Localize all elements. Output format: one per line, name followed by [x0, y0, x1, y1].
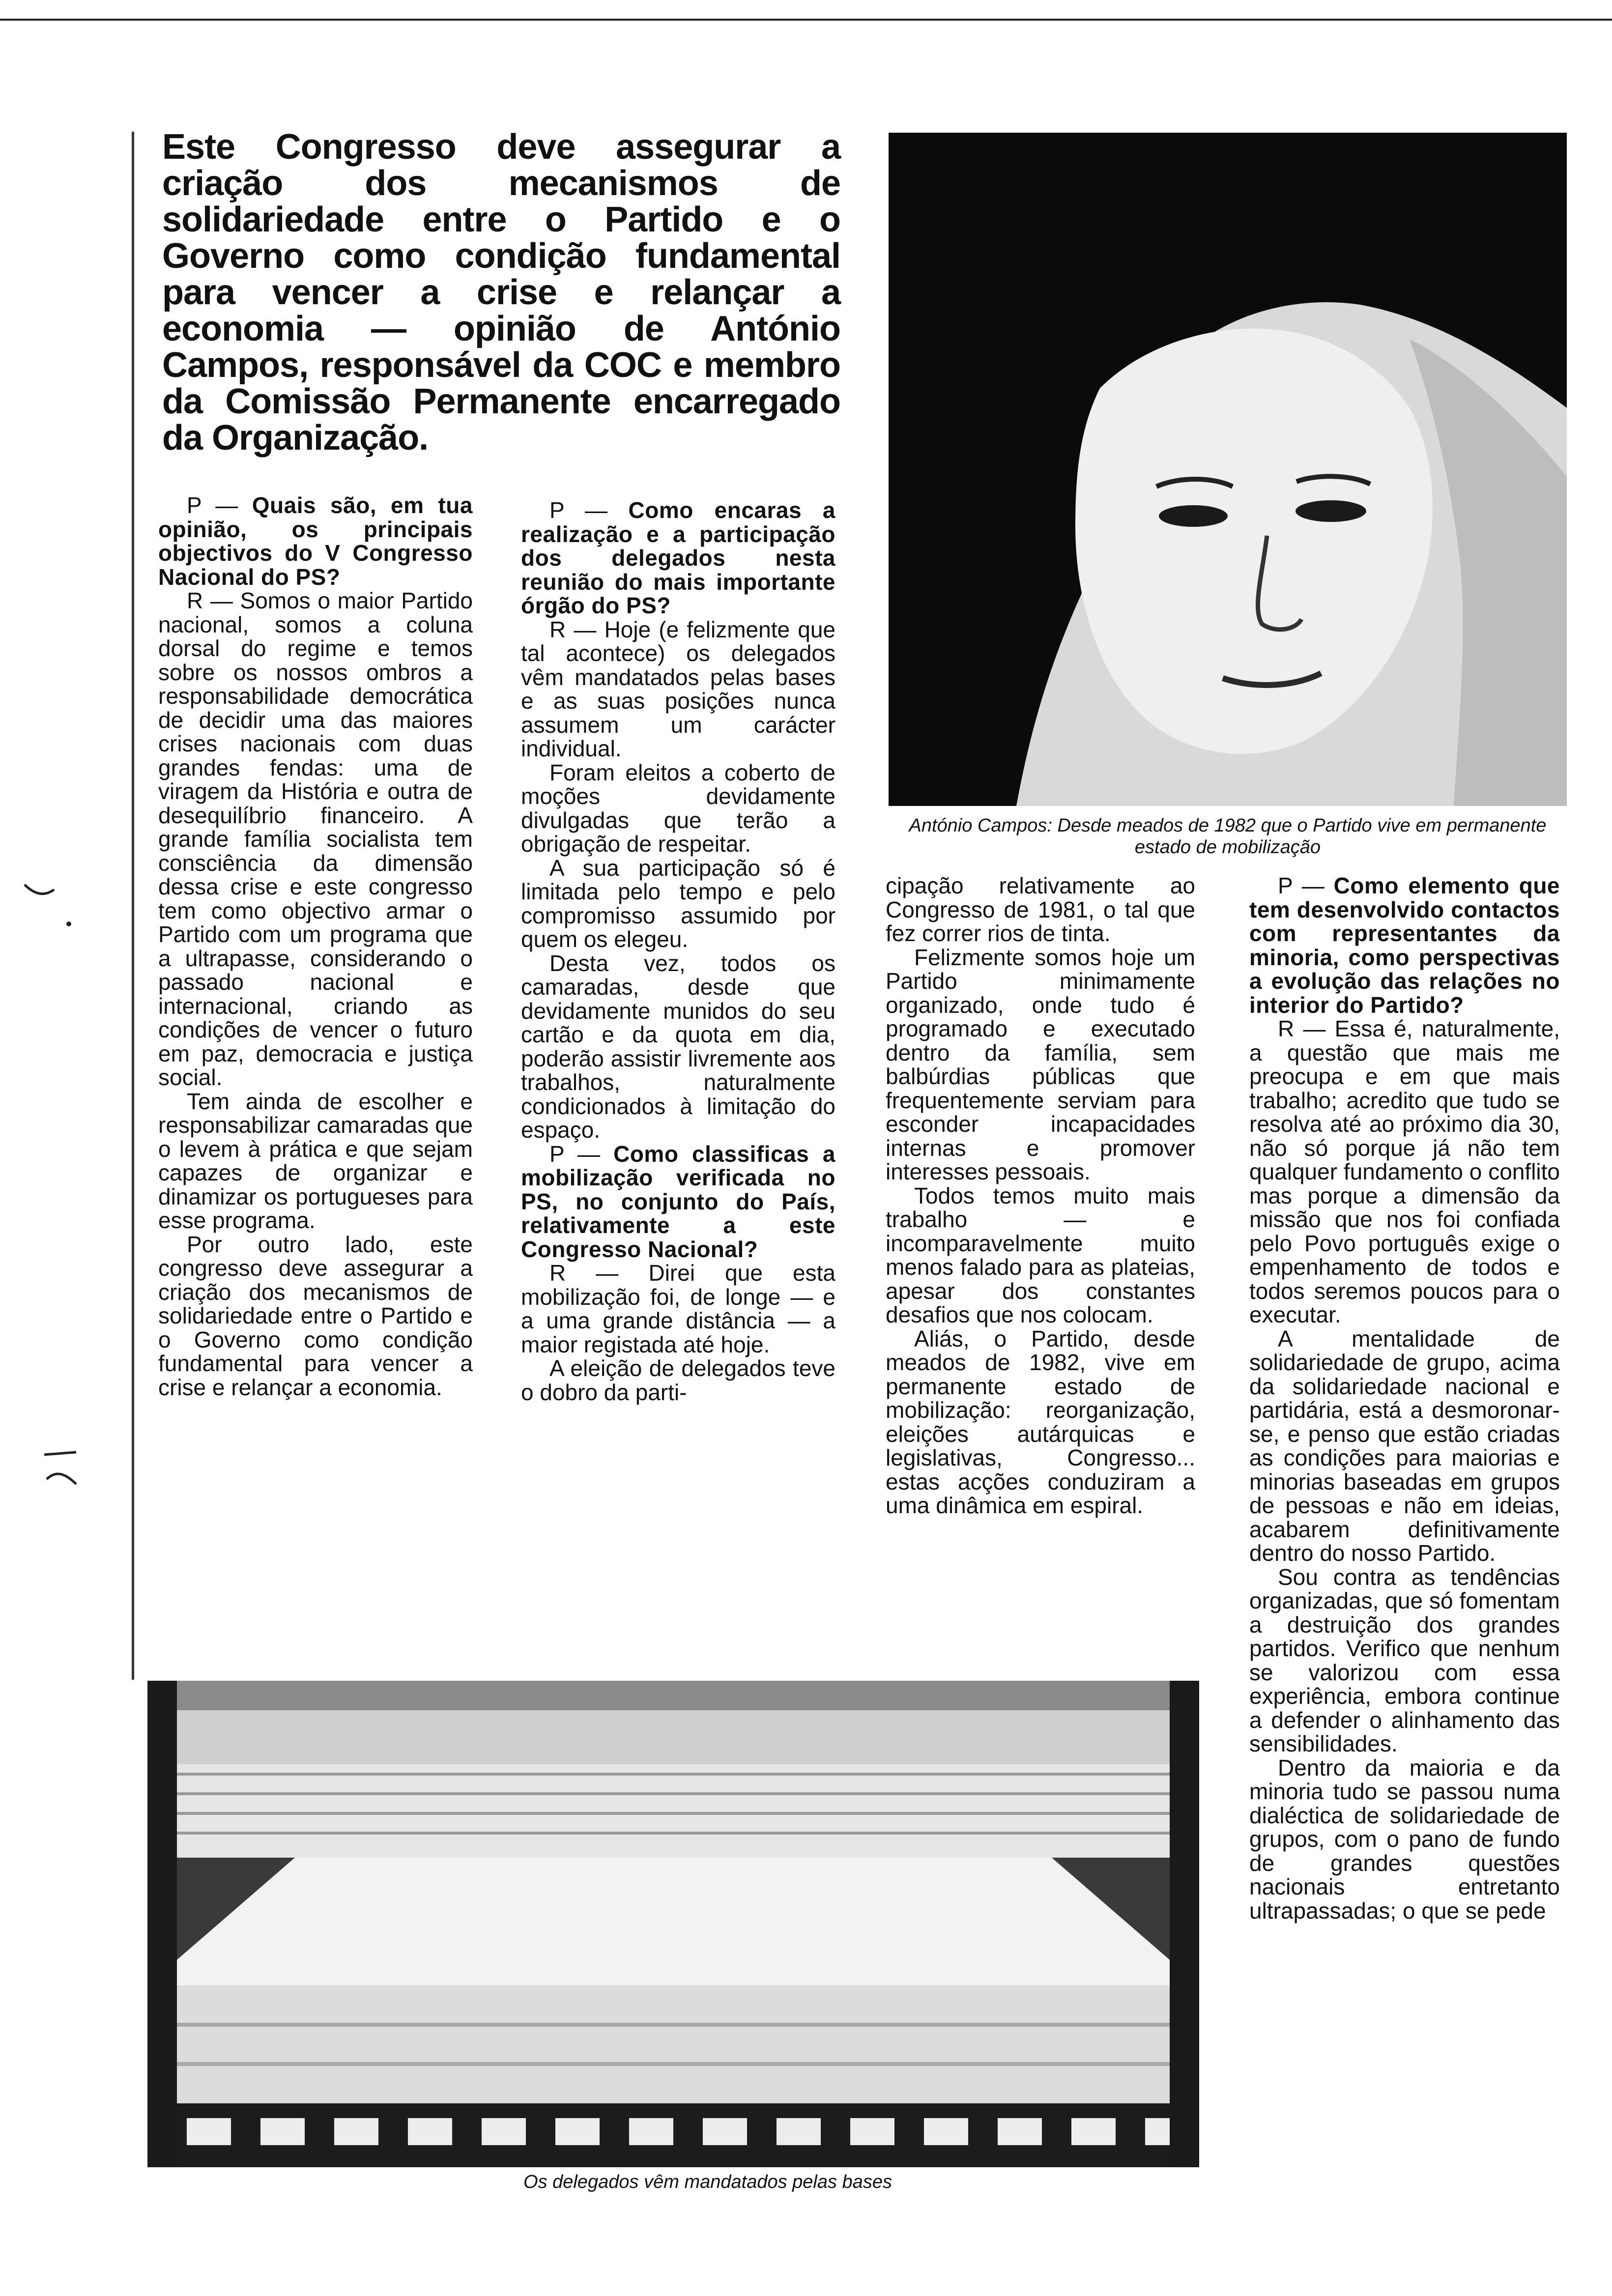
question-paragraph	[521, 1142, 835, 1262]
body-paragraph: Sou contra as tendências organizadas, que só fomentam a destruição dos grandes partidos. Verifico que nenhum se valorizou com essa experiência, embora continue a defender o alinhamento das sensibilidades.	[1249, 1564, 1560, 1756]
top-rule	[0, 19, 1612, 21]
question-text: Quais são, em tua opinião, os principais objectivos do V Congresso Nacional do PS?	[158, 492, 473, 590]
portrait-photo	[889, 133, 1567, 806]
body-paragraph: Por outro lado, este congresso deve assegurar a criação dos mecanismos de solidariedade entre o Partido e o Governo como condição fundamental para vencer a crise e relançar a economia.	[158, 1231, 473, 1400]
body-paragraph: Dentro da maioria e da minoria tudo se passou numa dialéctica de solidariedade de grupos, com o pano de fundo de grandes questões nacionais entretanto ultrapassadas; o que se pede	[1249, 1754, 1560, 1923]
column-4	[1249, 874, 1560, 1923]
column-1	[158, 493, 473, 1399]
question-text: Como encaras a realização e a participação dos delegados nesta reunião do mais importante órgão do PS?	[521, 497, 835, 618]
left-margin-rule	[132, 132, 134, 1680]
body-paragraph: Aliás, o Partido, desde meados de 1982, vive em permanente estado de mobilização: reorganização, eleições autárquicas e legislativas, Congresso... estas acções conduziram a uma dinâmica em espiral.	[886, 1325, 1195, 1518]
question-marker: P —	[549, 1141, 614, 1167]
body-paragraph: R — Somos o maior Partido nacional, somos a coluna dorsal do regime e temos sobre os nossos ombros a responsabilidade democrática de decidir uma das maiores crises nacionais com duas grandes fendas: uma de viragem da História e outra de desequilíbrio financeiro. A grande família socialista tem consciência da dimensão dessa crise e este congresso tem como objectivo armar o Partido com um programa que a ultrapasse, considerando o passado nacional e internacional, criando as condições de vencer o futuro em paz, democracia e justiça social.	[158, 588, 473, 1090]
question-paragraph	[1249, 874, 1560, 1017]
question-paragraph	[158, 493, 473, 589]
body-paragraph: A eleição de delegados teve o dobro da parti-	[521, 1355, 835, 1405]
body-paragraph: cipação relativamente ao Congresso de 1981, o tal que fez correr rios de tinta.	[886, 873, 1195, 946]
portrait-illustration	[889, 133, 1567, 806]
portrait-caption: António Campos: Desde meados de 1982 que o Partido vive em permanente estado de mobilização	[909, 815, 1547, 858]
body-paragraph: Desta vez, todos os camaradas, desde que devidamente munidos do seu cartão e da quota em dia, poderão assistir livremente aos trabalhos, naturalmente condicionados à limitação do espaço.	[521, 950, 835, 1143]
body-paragraph: R — Direi que esta mobilização foi, de longe — e a uma grande distância — a maior registada até hoje.	[521, 1260, 835, 1357]
question-paragraph	[521, 498, 835, 618]
body-paragraph: A mentalidade de solidariedade de grupo, acima da solidariedade nacional e partidária, está a desmoronar-se, e penso que estão criadas as condições para maiorias e minorias baseadas em grupos de pessoas e não em ideias, acabarem definitivamente dentro do nosso Partido.	[1249, 1325, 1560, 1566]
question-marker: P —	[187, 492, 252, 518]
body-paragraph: Foram eleitos a coberto de moções devidamente divulgadas que terão a obrigação de respeitar.	[521, 759, 835, 857]
question-text: Como elemento que tem desenvolvido contactos com representantes da minoria, como perspectivas a evolução das relações no interior do Partido?	[1249, 873, 1560, 1018]
column-3	[886, 874, 1195, 1518]
body-paragraph: Todos temos muito mais trabalho — e incomparavelmente muito menos falado para as plateias, apesar dos constantes desafios que nos colocam.	[886, 1182, 1195, 1327]
question-marker: P —	[549, 497, 629, 523]
body-paragraph: R — Hoje (e felizmente que tal acontece) os delegados vêm mandatados pelas bases e as suas posições nunca assumem um carácter individual.	[521, 616, 835, 761]
body-paragraph: A sua participação só é limitada pelo tempo e pelo compromisso assumido por quem os elegeu.	[521, 855, 835, 952]
margin-pen-marks	[20, 860, 79, 1499]
article-headline: Este Congresso deve assegurar a criação dos mecanismos de solidariedade entre o Partido e o Governo como condição fundamental para vencer a crise e relançar a economia — opinião de António Campos, responsável da COC e membro da Comissão Permanente encarregado da Organização.	[162, 127, 840, 458]
body-paragraph: Tem ainda de escolher e responsabilizar camaradas que o levem à prática e que sejam capazes de organizar e dinamizar os portugueses para esse programa.	[158, 1088, 473, 1233]
column-2	[521, 498, 835, 1404]
body-paragraph: R — Essa é, naturalmente, a questão que mais me preocupa e em que mais trabalho; acredito que tudo se resolva até ao próximo dia 30, não só porque já não tem qualquer fundamento o conflito mas porque a dimensão da missão que nos foi confiada pelo Povo português exige o empenhamento de todos e todos seremos poucos para o executar.	[1249, 1016, 1560, 1327]
body-paragraph: Felizmente somos hoje um Partido minimamente organizado, onde tudo é programado e executado dentro da família, sem balbúrdias públicas que frequentemente serviam para esconder incapacidades internas e promover interesses pessoais.	[886, 944, 1195, 1184]
hall-illustration	[147, 1681, 1199, 2167]
question-text: Como classificas a mobilização verificada no PS, no conjunto do País, relativamente a este Congresso Nacional?	[521, 1141, 835, 1262]
congress-hall-photo	[147, 1681, 1199, 2167]
question-marker: P —	[1278, 873, 1334, 898]
hall-photo-caption: Os delegados vêm mandatados pelas bases	[523, 2172, 892, 2192]
